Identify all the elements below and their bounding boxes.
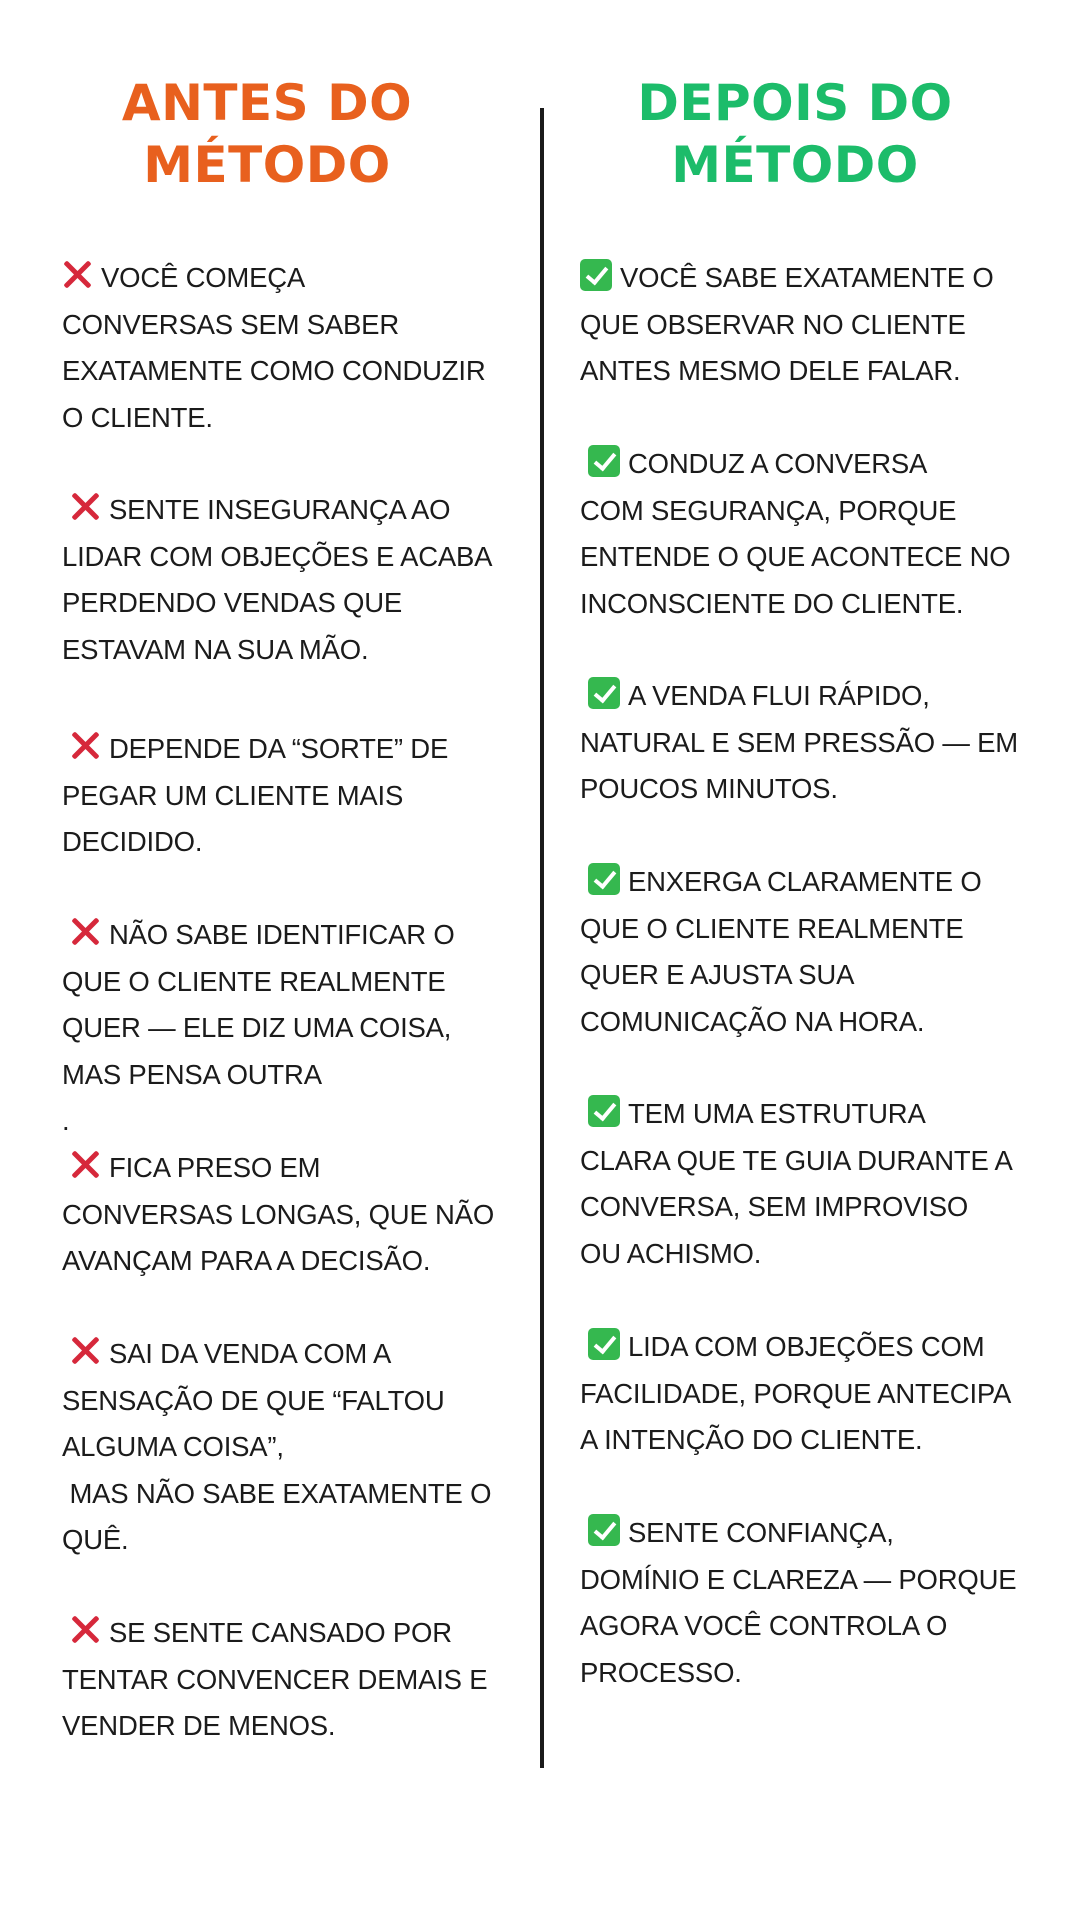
green-check-icon bbox=[588, 445, 620, 477]
after-item-7: SENTE CONFIANÇA, DOMÍNIO E CLAREZA — PORQUE AGORA VOCÊ CONTROLA O PROCESSO. bbox=[580, 1510, 1050, 1696]
before-item-3: DEPENDE DA “SORTE” DE PEGAR UM CLIENTE MAIS DECIDIDO. bbox=[62, 726, 532, 866]
column-divider bbox=[540, 108, 544, 1768]
red-x-icon bbox=[70, 491, 101, 522]
green-check-icon bbox=[588, 1514, 620, 1546]
green-check-icon bbox=[580, 259, 612, 291]
before-item-6: SAI DA VENDA COM A SENSAÇÃO DE QUE “FALTOU ALGUMA COISA”, MAS NÃO SABE EXATAMENTE O QUÊ. bbox=[62, 1331, 532, 1564]
red-x-icon bbox=[70, 1614, 101, 1645]
red-x-icon bbox=[70, 730, 101, 761]
before-title-line-2: MÉTODO bbox=[143, 136, 391, 194]
red-x-icon bbox=[62, 259, 93, 290]
after-item-4: ENXERGA CLARAMENTE O QUE O CLIENTE REALMENTE QUER E AJUSTA SUA COMUNICAÇÃO NA HORA. bbox=[580, 859, 1050, 1045]
green-check-icon bbox=[588, 677, 620, 709]
after-item-2: CONDUZ A CONVERSA COM SEGURANÇA, PORQUE ENTENDE O QUE ACONTECE NO INCONSCIENTE DO CLIENTE. bbox=[580, 441, 1050, 627]
before-item-1: VOCÊ COMEÇA CONVERSAS SEM SABER EXATAMENTE COMO CONDUZIR O CLIENTE. bbox=[62, 255, 532, 441]
red-x-icon bbox=[70, 916, 101, 947]
after-item-3: A VENDA FLUI RÁPIDO, NATURAL E SEM PRESSÃO — EM POUCOS MINUTOS. bbox=[580, 673, 1050, 813]
after-title-line-2: MÉTODO bbox=[671, 136, 919, 194]
red-x-icon bbox=[70, 1335, 101, 1366]
after-title bbox=[550, 72, 1040, 196]
after-item-6: LIDA COM OBJEÇÕES COM FACILIDADE, PORQUE ANTECIPA A INTENÇÃO DO CLIENTE. bbox=[580, 1324, 1050, 1464]
before-title bbox=[22, 72, 512, 196]
green-check-icon bbox=[588, 863, 620, 895]
before-item-7: SE SENTE CANSADO POR TENTAR CONVENCER DEMAIS E VENDER DE MENOS. bbox=[62, 1610, 532, 1750]
after-column bbox=[580, 0, 1040, 1920]
after-item-1: VOCÊ SABE EXATAMENTE O QUE OBSERVAR NO CLIENTE ANTES MESMO DELE FALAR. bbox=[580, 255, 1050, 395]
green-check-icon bbox=[588, 1095, 620, 1127]
after-item-5: TEM UMA ESTRUTURA CLARA QUE TE GUIA DURANTE A CONVERSA, SEM IMPROVISO OU ACHISMO. bbox=[580, 1091, 1050, 1277]
red-x-icon bbox=[70, 1149, 101, 1180]
before-item-5: FICA PRESO EM CONVERSAS LONGAS, QUE NÃO AVANÇAM PARA A DECISÃO. bbox=[62, 1145, 532, 1285]
before-item-4: NÃO SABE IDENTIFICAR O QUE O CLIENTE REALMENTE QUER — ELE DIZ UMA COISA, MAS PENSA OUTRA . bbox=[62, 912, 532, 1145]
before-column bbox=[62, 0, 522, 1920]
green-check-icon bbox=[588, 1328, 620, 1360]
after-title-line-1: DEPOIS DO bbox=[637, 74, 953, 132]
before-item-2: SENTE INSEGURANÇA AO LIDAR COM OBJEÇÕES E ACABA PERDENDO VENDAS QUE ESTAVAM NA SUA MÃO. bbox=[62, 487, 532, 673]
before-title-line-1: ANTES DO bbox=[121, 74, 413, 132]
